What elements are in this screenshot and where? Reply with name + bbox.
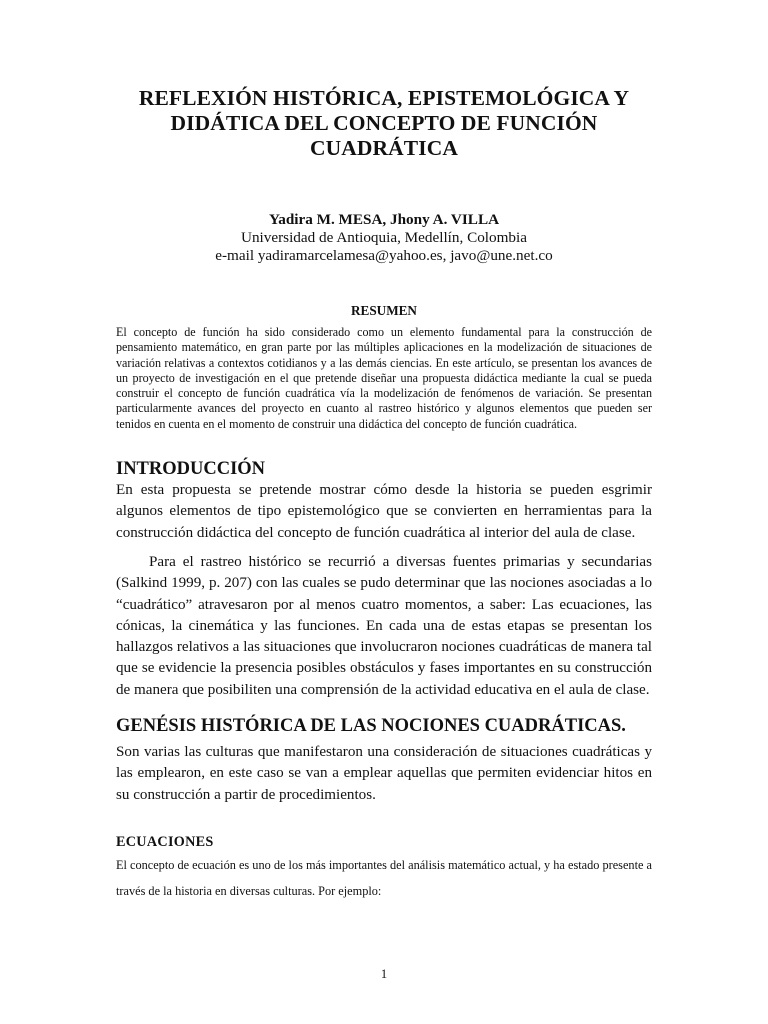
author-block <box>116 211 652 265</box>
genesis-heading: GENÉSIS HISTÓRICA DE LAS NOCIONES CUADRÁTICAS. <box>116 716 626 736</box>
introduction-heading: INTRODUCCIÓN <box>116 459 266 479</box>
author-affiliation: Universidad de Antioquia, Medellín, Colombia <box>241 229 527 246</box>
introduction-paragraph-1: En esta propuesta se pretende mostrar cómo desde la historia se pueden esgrimir algunos elementos de tipo epistemológico que se convierten en herramientas para la construcción didáctica del concepto de función cuadrática al interior del aula de clase. <box>116 482 652 541</box>
equations-heading: ECUACIONES <box>116 834 214 850</box>
abstract-text: El concepto de función ha sido considerado como un elemento fundamental para la construcción de pensamiento matemático, en gran parte por las múltiples aplicaciones en la modelización de situaciones de variación relativas a contextos cotidianos y a las demás ciencias. En este artículo, se presentan los avances de un proyecto de investigación en el que pretende diseñar una propuesta didáctica mediante la cual se pueda construir el concepto de función cuadrática vía la modelización de fenómenos de variación. Se presentan particularmente avances del proyecto en cuanto al rastreo histórico y algunos elementos que pueden ser tenidos en cuenta en el momento de construir una didáctica del concepto de función cuadrática. <box>116 325 652 431</box>
author-email: e-mail yadiramarcelamesa@yahoo.es, javo@une.net.co <box>215 247 553 264</box>
author-names: Yadira M. MESA, Jhony A. VILLA <box>268 211 500 228</box>
introduction-paragraph-2: Para el rastreo histórico se recurrió a diversas fuentes primarias y secundarias (Salkind 1999, p. 207) con las cuales se pudo determinar que las nociones asociadas a lo “cuadrático” atravesaron por al menos cuatro momentos, a saber: Las ecuaciones, las cónicas, la cinemática y las funciones. En cada una de estas etapas se presentan los hallazgos relativos a las situaciones que involucraron nociones cuadráticas de manera tal que se evidencie la presencia posibles obstáculos y fases importantes en su construcción de manera que posibiliten una comprensión de la actividad educativa en el aula de clase. <box>116 554 652 698</box>
equations-paragraph-1: El concepto de ecuación es uno de los más importantes del análisis matemático actual, y ha estado presente a través de la historia en diversas culturas. Por ejemplo: <box>116 858 652 898</box>
page-number: 1 <box>380 967 388 981</box>
abstract-heading: RESUMEN <box>351 303 417 318</box>
genesis-paragraph-1: Son varias las culturas que manifestaron una consideración de situaciones cuadráticas y las emplearon, en este caso se van a emplear aquellas que permiten evidenciar hitos en su construcción a partir de procedimientos. <box>116 744 652 803</box>
paper-title: REFLEXIÓN HISTÓRICA, EPISTEMOLÓGICA Y DIDÁTICA DEL CONCEPTO DE FUNCIÓN CUADRÁTICA <box>138 86 630 160</box>
